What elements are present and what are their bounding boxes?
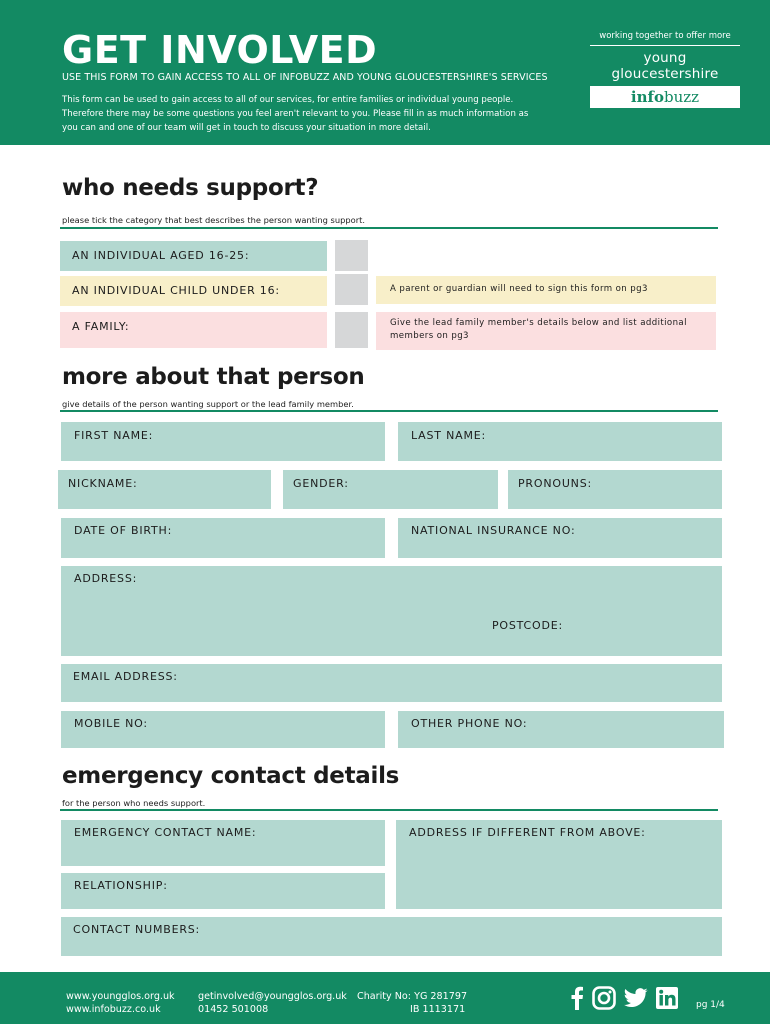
postcode-label: POSTCODE:	[492, 619, 564, 632]
field-label: DATE OF BIRTH:	[74, 524, 173, 537]
page-description: This form can be used to gain access to all of our services, for entire families or individual young people. Therefore there may be some questions you feel aren't relevant to you. Please fill in as much information as you can and one of our team will get in touch to discuss your situation in more detail.	[62, 95, 529, 133]
infobuzz-logo	[590, 86, 740, 108]
contact-numbers-field[interactable]	[61, 917, 722, 956]
checkbox-16-25[interactable]	[335, 240, 368, 271]
note-under-16	[376, 276, 716, 304]
social-icons	[570, 986, 678, 1013]
page-number: pg 1/4	[696, 1000, 725, 1010]
first-name-field[interactable]	[61, 422, 385, 461]
instagram-icon[interactable]	[592, 986, 616, 1013]
logo-info-text: info	[630, 88, 664, 106]
field-label: GENDER:	[293, 477, 349, 490]
brand-name: young gloucestershire	[611, 50, 719, 82]
section-divider	[60, 809, 718, 811]
category-16-25	[60, 241, 327, 271]
pronouns-field[interactable]	[508, 470, 722, 509]
field-label: FIRST NAME:	[74, 429, 154, 442]
date-of-birth-field[interactable]	[61, 518, 385, 558]
footer-websites	[66, 990, 175, 1016]
facebook-icon[interactable]	[570, 986, 584, 1013]
linkedin-icon[interactable]	[656, 987, 678, 1012]
relationship-field[interactable]	[61, 873, 385, 909]
brand-logo-block	[590, 31, 740, 108]
category-label: AN INDIVIDUAL AGED 16-25:	[72, 249, 250, 262]
category-label: AN INDIVIDUAL CHILD UNDER 16:	[72, 284, 280, 297]
field-label: LAST NAME:	[411, 429, 487, 442]
footer-bar	[0, 972, 770, 1024]
section-subtitle-emergency: for the person who needs support.	[62, 798, 206, 808]
field-label: ADDRESS IF DIFFERENT FROM ABOVE:	[409, 826, 646, 839]
contact-phone: 01452 501008	[198, 1004, 269, 1015]
field-label: CONTACT NUMBERS:	[73, 923, 201, 936]
section-title-person: more about that person	[62, 364, 365, 390]
page-title: GET INVOLVED	[62, 28, 378, 72]
footer-charity	[357, 990, 467, 1016]
field-label: ADDRESS:	[74, 572, 138, 585]
nickname-field[interactable]	[58, 470, 271, 509]
contact-email-link[interactable]: getinvolved@youngglos.org.uk	[198, 991, 347, 1002]
note-text: A parent or guardian will need to sign this form on pg3	[390, 284, 648, 294]
field-label: MOBILE NO:	[74, 717, 148, 730]
field-label: NICKNAME:	[68, 477, 138, 490]
footer-contact	[198, 990, 347, 1016]
category-under-16	[60, 276, 327, 306]
field-label: PRONOUNS:	[518, 477, 592, 490]
section-subtitle-person: give details of the person wanting support or the lead family member.	[62, 399, 354, 409]
section-divider	[60, 410, 718, 412]
emergency-address-field[interactable]	[396, 820, 722, 909]
category-label: A FAMILY:	[72, 320, 130, 333]
website-link-infobuzz[interactable]: www.infobuzz.co.uk	[66, 1004, 161, 1015]
note-family	[376, 312, 716, 350]
field-label: RELATIONSHIP:	[74, 879, 168, 892]
national-insurance-field[interactable]	[398, 518, 722, 558]
other-phone-field[interactable]	[398, 711, 724, 748]
gender-field[interactable]	[283, 470, 498, 509]
emergency-contact-name-field[interactable]	[61, 820, 385, 866]
email-field[interactable]	[61, 664, 722, 702]
checkbox-under-16[interactable]	[335, 274, 368, 305]
field-label: EMERGENCY CONTACT NAME:	[74, 826, 257, 839]
section-title-support: who needs support?	[62, 175, 319, 201]
field-label: OTHER PHONE NO:	[411, 717, 528, 730]
twitter-icon[interactable]	[624, 988, 648, 1011]
checkbox-family[interactable]	[335, 312, 368, 348]
section-divider	[60, 227, 718, 229]
category-family	[60, 312, 327, 348]
field-label: NATIONAL INSURANCE NO:	[411, 524, 576, 537]
section-subtitle-support: please tick the category that best describes the person wanting support.	[62, 215, 365, 225]
page-subtitle: USE THIS FORM TO GAIN ACCESS TO ALL OF INFOBUZZ AND YOUNG GLOUCESTERSHIRE'S SERVICES	[62, 72, 548, 83]
address-field[interactable]	[61, 566, 722, 656]
brand-tagline: working together to offer more	[590, 31, 740, 46]
mobile-field[interactable]	[61, 711, 385, 748]
header-banner	[0, 0, 770, 145]
charity-number-ib: IB 1113171	[410, 1004, 466, 1015]
logo-buzz-text: buzz	[663, 88, 700, 106]
last-name-field[interactable]	[398, 422, 722, 461]
section-title-emergency: emergency contact details	[62, 763, 400, 789]
website-link-youngglos[interactable]: www.youngglos.org.uk	[66, 991, 175, 1002]
charity-number: Charity No: YG 281797	[357, 991, 468, 1002]
field-label: EMAIL ADDRESS:	[73, 670, 178, 683]
note-text: Give the lead family member's details below and list additional members on pg3	[390, 318, 687, 341]
